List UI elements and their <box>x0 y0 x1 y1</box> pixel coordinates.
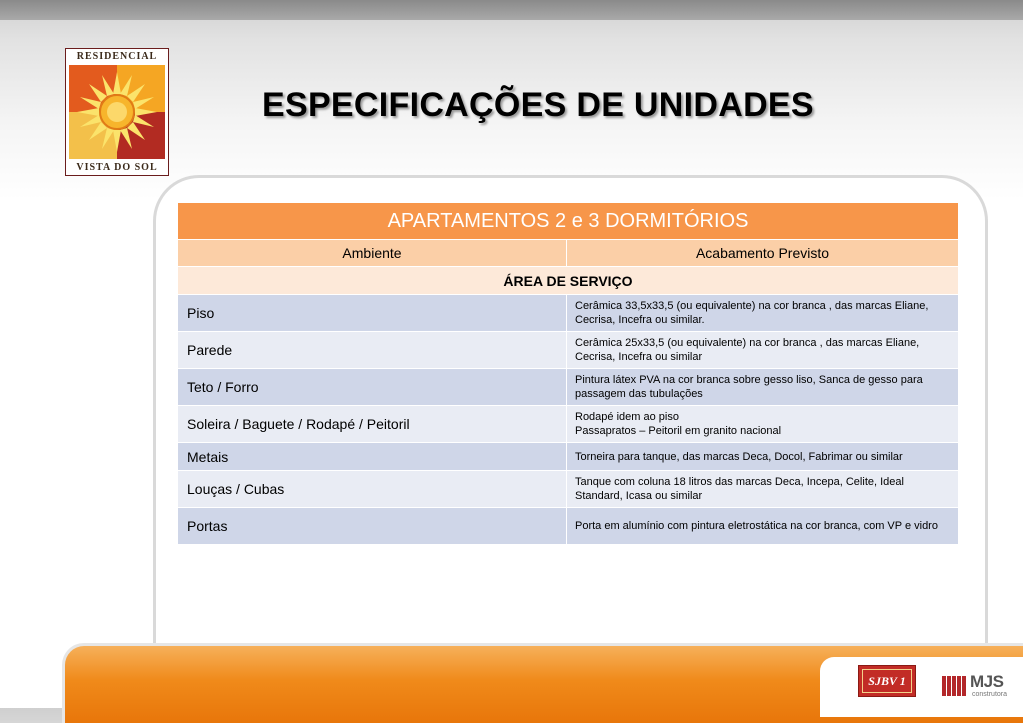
table-row <box>178 406 959 443</box>
sjbv-logo <box>858 665 916 697</box>
mjs-logo-text: MJS <box>970 672 1004 691</box>
table-row <box>178 332 959 369</box>
table-row <box>178 369 959 406</box>
table-row <box>178 443 959 471</box>
top-bar <box>0 0 1023 20</box>
section-header: ÁREA DE SERVIÇO <box>178 267 959 295</box>
logo-bottom-text: VISTA DO SOL <box>76 162 158 173</box>
column-header-ambiente: Ambiente <box>178 240 567 267</box>
row-acabamento-line-1: Rodapé idem ao piso <box>575 411 679 423</box>
residencial-vista-do-sol-logo <box>65 48 169 176</box>
row-acabamento: Pintura látex PVA na cor branca sobre gesso liso, Sanca de gesso para passagem das tubulações <box>567 369 959 406</box>
row-acabamento <box>567 406 959 443</box>
row-ambiente: Soleira / Baguete / Rodapé / Peitoril <box>178 406 567 443</box>
row-ambiente: Louças / Cubas <box>178 471 567 508</box>
row-acabamento: Tanque com coluna 18 litros das marcas Deca, Incepa, Celite, Ideal Standard, Icasa ou similar <box>567 471 959 508</box>
mjs-construtora-logo <box>942 672 1012 700</box>
row-ambiente: Teto / Forro <box>178 369 567 406</box>
table-row <box>178 295 959 332</box>
row-acabamento-line-2: Passapratos – Peitoril em granito nacional <box>575 425 782 437</box>
sun-logo-icon <box>69 65 165 159</box>
row-ambiente: Metais <box>178 443 567 471</box>
sjbv-logo-text: SJBV 1 <box>862 669 912 693</box>
row-ambiente: Piso <box>178 295 567 332</box>
row-acabamento: Porta em alumínio com pintura eletrostática na cor branca, com VP e vidro <box>567 508 959 545</box>
column-header-acabamento: Acabamento Previsto <box>567 240 959 267</box>
mjs-logo-subtext: construtora <box>972 691 1008 698</box>
table-row <box>178 471 959 508</box>
row-acabamento: Torneira para tanque, das marcas Deca, Docol, Fabrimar ou similar <box>567 443 959 471</box>
row-acabamento: Cerâmica 25x33,5 (ou equivalente) na cor branca , das marcas Eliane, Cecrisa, Incefra ou similar <box>567 332 959 369</box>
table-row <box>178 508 959 545</box>
specifications-table <box>177 202 959 545</box>
mjs-bars-icon <box>942 676 967 701</box>
page-title: ESPECIFICAÇÕES DE UNIDADES <box>262 86 814 124</box>
table-header-title: APARTAMENTOS 2 e 3 DORMITÓRIOS <box>178 203 959 240</box>
logo-top-text: RESIDENCIAL <box>76 51 158 62</box>
row-acabamento: Cerâmica 33,5x33,5 (ou equivalente) na cor branca , das marcas Eliane, Cecrisa, Incefra ou similar. <box>567 295 959 332</box>
row-ambiente: Parede <box>178 332 567 369</box>
row-ambiente: Portas <box>178 508 567 545</box>
